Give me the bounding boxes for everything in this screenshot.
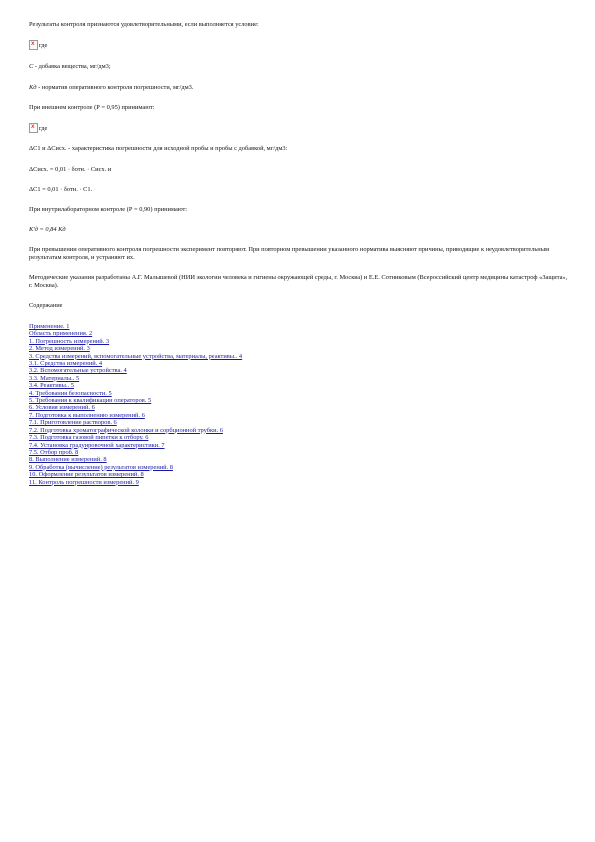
table-of-contents — [29, 323, 569, 486]
paragraph-external-control: При внешнем контроле (Р = 0,95) принимают: — [29, 104, 155, 111]
kd-definition-text: - норматив оперативного контроля погрешности, мг/дм3. — [36, 84, 194, 91]
broken-image-icon — [29, 40, 38, 50]
toc-link[interactable]: 2. Метод измерений. 3 — [29, 345, 90, 353]
toc-link[interactable]: 10. Оформление результатов измерений. 8 — [29, 471, 144, 479]
toc-link[interactable]: 8. Выполнение измерений. 8 — [29, 456, 107, 464]
toc-link[interactable]: 3.1. Средства измерений. 4 — [29, 360, 103, 368]
toc-link[interactable]: Применение. 1 — [29, 323, 70, 330]
toc-link[interactable]: 3. Средства измерений, вспомогательные устройства, материалы, реактивы.. 4 — [29, 352, 243, 360]
formula-where-1: где — [39, 42, 48, 49]
toc-link[interactable]: 4. Требования безопасности. 5 — [29, 389, 112, 397]
toc-link[interactable]: 5. Требования к квалификации операторов. 5 — [29, 397, 152, 405]
toc-link[interactable]: 11. Контроль погрешности измерений. 9 — [29, 478, 139, 486]
formula-delta-source: ΔСисх. = 0,01 · δотн. · Сисх. и — [29, 166, 112, 173]
formula-kd-prime: К'д = 0,84 Кд — [29, 226, 66, 233]
toc-link[interactable]: 7.2. Подготовка хроматографической колонки и сорбционной трубки. 6 — [29, 426, 223, 434]
toc-link[interactable]: 1. Погрешность измерений. 3 — [29, 337, 110, 345]
formula-line-1 — [29, 40, 569, 50]
broken-image-icon — [29, 123, 38, 133]
paragraph-delta-definition: ΔС1 и ΔСисх. - характеристика погрешности для исходной пробы и пробы с добавкой, мг/дм3: — [29, 145, 288, 152]
paragraph-internal-control: При внутрилабораторном контроле (Р = 0,90) принимают: — [29, 206, 188, 213]
toc-link[interactable]: 3.3. Материалы.. 5 — [29, 374, 80, 382]
toc-link[interactable]: 7.1. Приготовление растворов. 6 — [29, 419, 117, 427]
variable-c: С — [29, 63, 34, 70]
paragraph-exceedance: При превышении оперативного контроля погрешности эксперимент повторяют. При повторном превышении указанного норматива выясняют причины, приводящие к неудовлетворительным результатам контроля, и устраняют их. — [29, 246, 550, 261]
toc-link[interactable]: 7.5. Отбор проб. 8 — [29, 448, 79, 456]
paragraph-c-definition — [29, 63, 569, 71]
c-definition-text: - добавка вещества, мг/дм3; — [33, 63, 111, 70]
toc-link[interactable]: 9. Обработка (вычисление) результатов измерений. 8 — [29, 463, 173, 471]
formula-delta-c1: ΔС1 = 0,01 · δотн. · С1. — [29, 186, 93, 193]
toc-link[interactable]: 6. Условия измерений. 6 — [29, 404, 95, 412]
toc-link[interactable]: 3.2. Вспомогательные устройства. 4 — [29, 367, 127, 375]
toc-link[interactable]: Область применения. 2 — [29, 330, 93, 338]
paragraph-kd-definition — [29, 84, 569, 92]
toc-link[interactable]: 3.4. Реактивы.. 5 — [29, 382, 74, 390]
formula-where-2: где — [39, 125, 48, 132]
toc-link[interactable]: 7.4. Установка градуировочной характеристики. 7 — [29, 441, 165, 449]
toc-link[interactable]: 7. Подготовка к выполнению измерений. 6 — [29, 411, 145, 419]
toc-heading: Содержание — [29, 302, 63, 309]
formula-line-2 — [29, 123, 569, 133]
paragraph-authors: Методические указания разработаны А.Г. Малышевой (НИИ экологии человека и гигиены окружающей среды, г. Москва) и Е.Е. Сотниковым (Всероссийский центр медицины катастроф «Защита», г. Москва). — [29, 274, 568, 289]
toc-link[interactable]: 7.3. Подготовка газовой пипетки к отбору. 6 — [29, 434, 149, 442]
paragraph-condition: Результаты контроля признаются удовлетворительными, если выполняется условие: — [29, 21, 259, 28]
variable-kd: Кд — [29, 84, 37, 91]
